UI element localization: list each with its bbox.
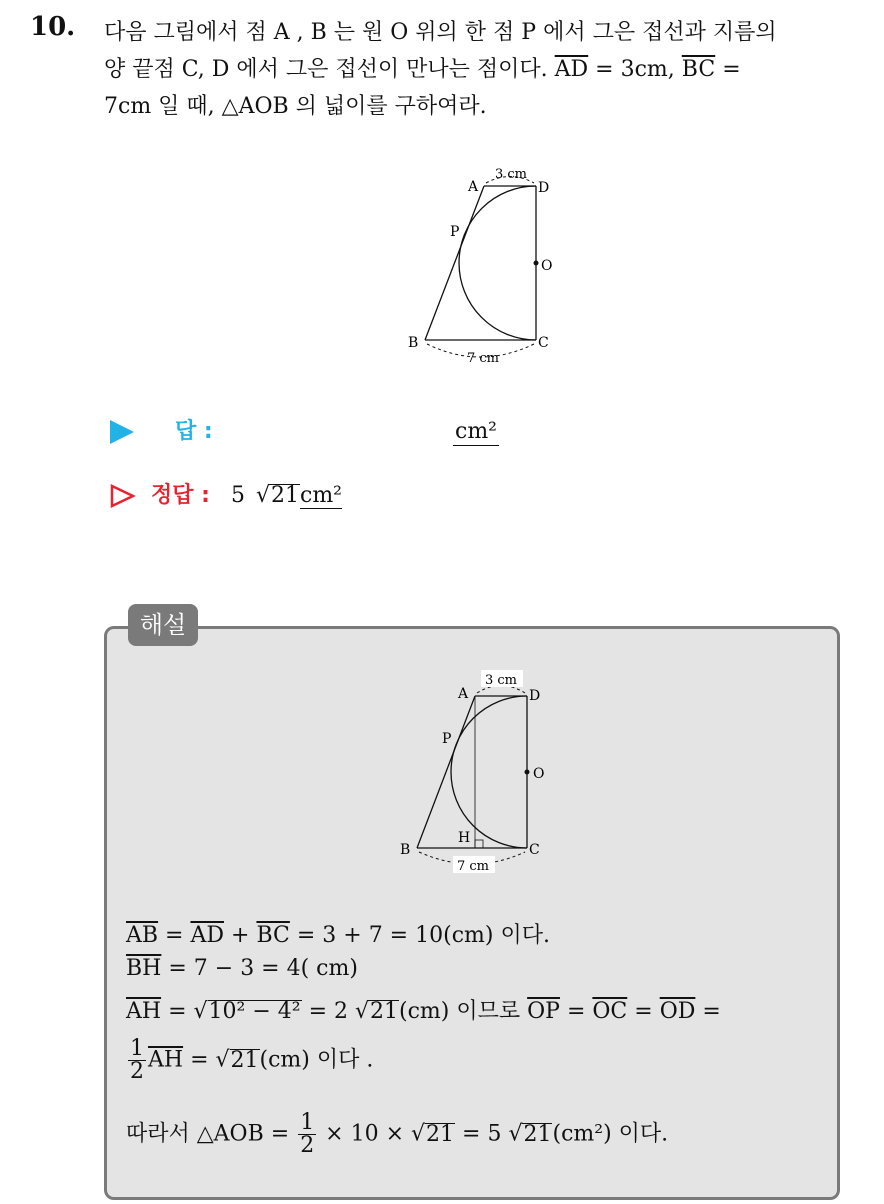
explanation-line-3: $\overline{AH} = √10^2 - 4^2 = 2$ √21(cm) 이므로 $\overline{OP} = \overline{OC} = \overline{OD}$ = [126, 999, 721, 1024]
question-number: 10. [30, 12, 76, 42]
point-b-label: B [408, 335, 419, 351]
svg-text:A: A [458, 686, 469, 702]
explanation-line-5: 따라서 △AOB = $\frac{1}{2}$ × 10 × √21 = 5 √21(cm²) 이다. [126, 1110, 669, 1158]
solution-coef: 5 [230, 483, 245, 508]
explanation-tag: 해설 [128, 604, 198, 646]
label-7cm: 7 cm [467, 351, 500, 366]
svg-text:B: B [400, 842, 411, 858]
solution-unit: cm² [300, 483, 343, 508]
point-c-label: C [538, 335, 549, 351]
point-a-label: A [468, 179, 479, 195]
outline-play-icon [110, 484, 136, 508]
svg-text:C: C [529, 842, 540, 858]
question-line-3: 7cm 일 때, △AOB 의 넓이를 구하여라. [104, 94, 487, 119]
answer-label: 답 : [175, 419, 213, 444]
explanation-figure [395, 664, 555, 879]
question-figure [400, 158, 560, 373]
point-d-label: D [538, 180, 550, 196]
question-line-1: 다음 그림에서 점 A , B 는 원 O 위의 한 점 P 에서 그은 접선과 지름의 [104, 20, 777, 45]
explanation-line-2: $\overline{BH} = 7 - 3 = 4$( cm) [126, 956, 358, 981]
answer-row [110, 414, 213, 445]
point-p-label: P [450, 224, 460, 240]
segment-bc: $\overline{BC}$ [681, 57, 716, 82]
svg-text:O: O [533, 766, 545, 782]
question-line-2: 양 끝점 C, D 에서 그은 접선이 만나는 점이다. $\overline{AD} = 3cm$, $\overline{BC}$ = [104, 57, 741, 82]
tangent-ab-line [425, 186, 484, 340]
right-angle-mark [475, 840, 483, 848]
solution-radical: 21 [271, 483, 299, 508]
point-o-label: O [541, 258, 553, 274]
solution-row: 정답 : 5 √21cm² [110, 478, 342, 509]
play-icon [110, 420, 134, 444]
explanation-line-1: $\overline{AB} = \overline{AD} + \overline{BC} = 3 + 7 = 10(cm)$ 이다. [126, 923, 550, 948]
svg-text:7 cm: 7 cm [457, 859, 490, 874]
segment-ad: $\overline{AD}$ [554, 57, 589, 82]
solution-label: 정답 : [151, 483, 210, 508]
explanation-line-4: $\frac{1}{2}$ $\overline{AH} = √21(cm)$ 이다 . [130, 1036, 374, 1084]
svg-text:D: D [529, 688, 541, 704]
svg-text:3 cm: 3 cm [485, 673, 518, 688]
svg-text:P: P [442, 731, 452, 747]
svg-text:H: H [458, 830, 471, 846]
answer-blank[interactable]: cm² [455, 419, 498, 444]
label-3cm: 3 cm [495, 167, 528, 182]
question-text [104, 14, 864, 125]
semicircle-arc [459, 186, 536, 340]
center-o-dot [534, 261, 539, 266]
